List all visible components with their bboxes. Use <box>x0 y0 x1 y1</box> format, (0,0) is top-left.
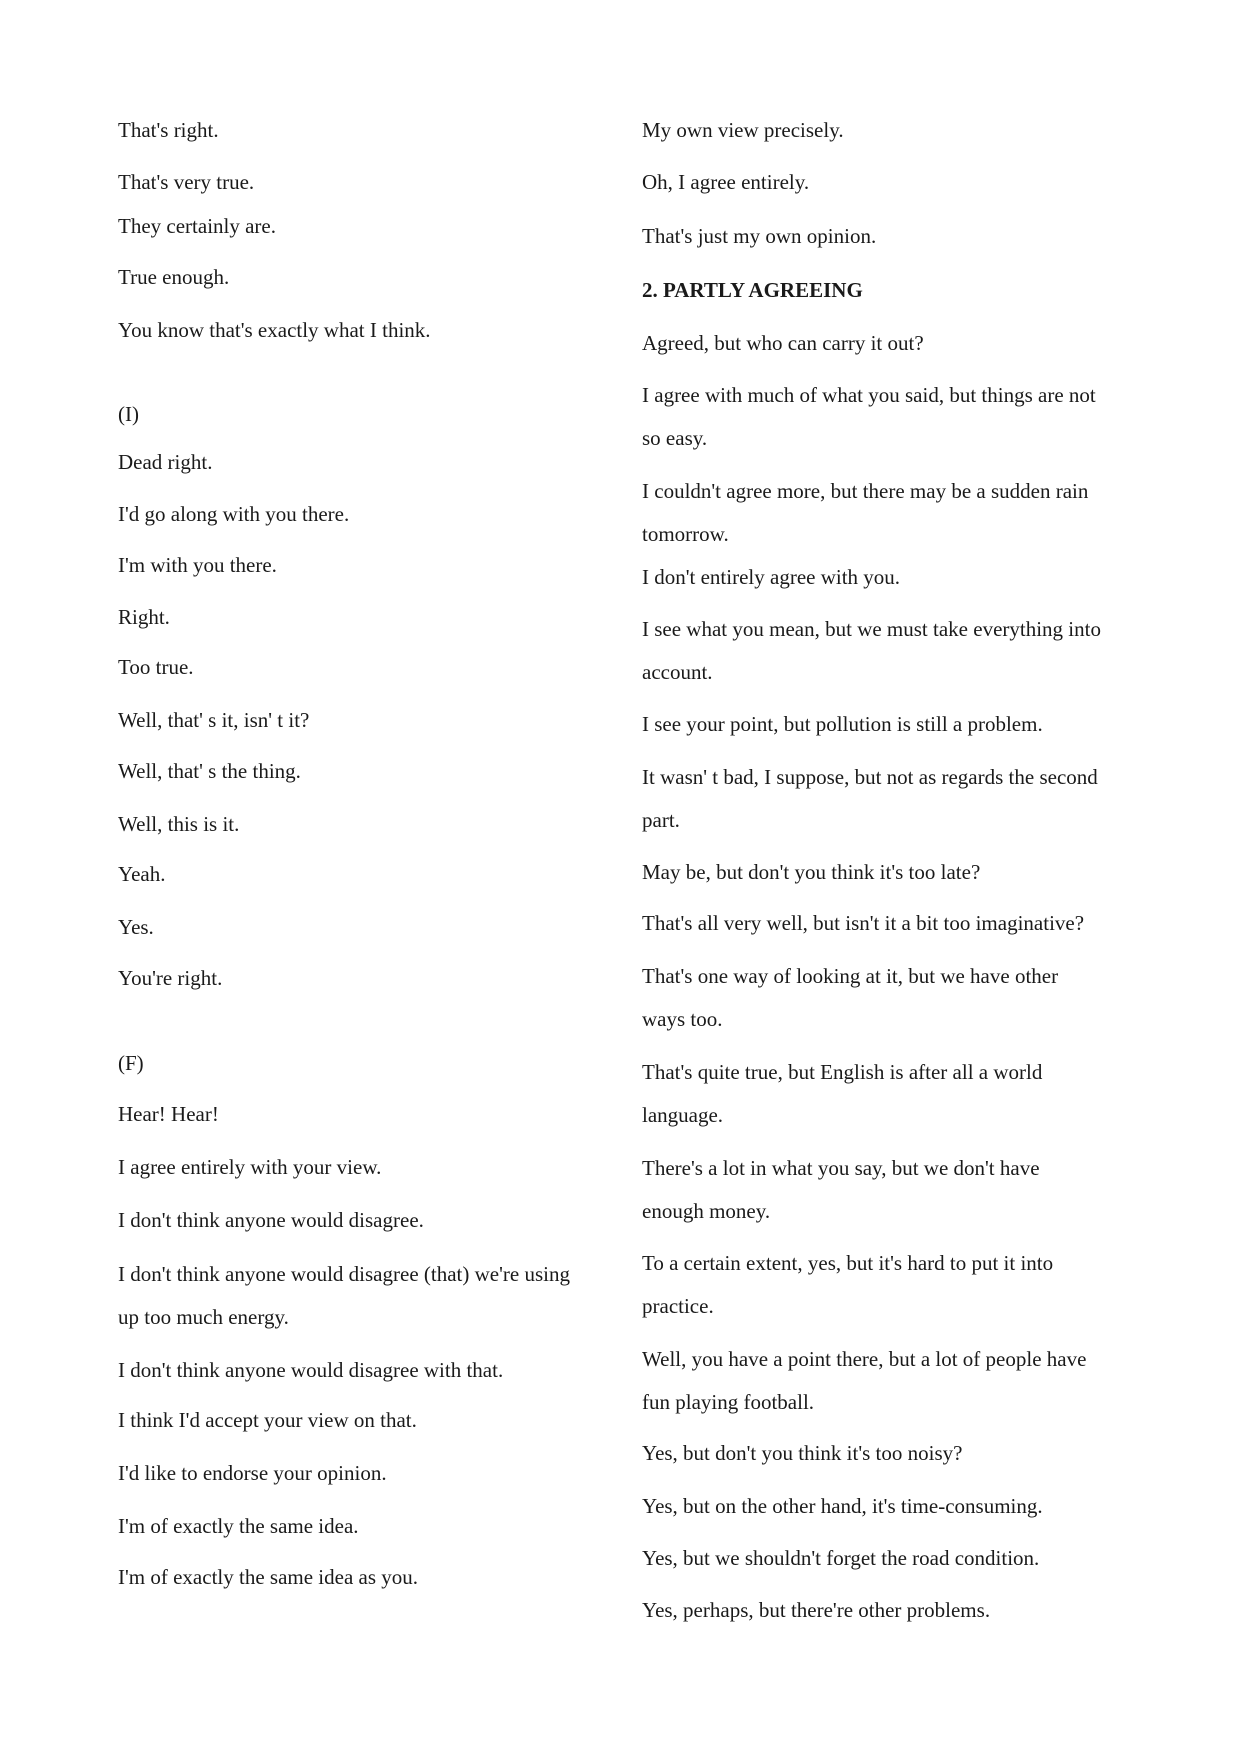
text-line: I'd go along with you there. <box>118 502 350 526</box>
text-line: I don't think anyone would disagree with that. <box>118 1358 504 1382</box>
text-line: enough money. <box>642 1199 771 1223</box>
text-line: Yes, but we shouldn't forget the road condition. <box>642 1546 1040 1570</box>
text-line: You know that's exactly what I think. <box>118 318 431 342</box>
text-line: Well, that' s it, isn' t it? <box>118 708 310 732</box>
text-line: ways too. <box>642 1007 723 1031</box>
text-line: I'd like to endorse your opinion. <box>118 1461 387 1485</box>
text-line: account. <box>642 660 713 684</box>
text-line: Yes, but on the other hand, it's time-consuming. <box>642 1494 1043 1518</box>
text-line: language. <box>642 1103 724 1127</box>
text-line: Yes, but don't you think it's too noisy? <box>642 1441 963 1465</box>
text-line: You're right. <box>118 966 223 990</box>
text-line: Well, you have a point there, but a lot of people have <box>642 1347 1087 1371</box>
text-line: I'm of exactly the same idea as you. <box>118 1565 419 1589</box>
text-line: Agreed, but who can carry it out? <box>642 331 924 355</box>
text-line: That's one way of looking at it, but we have other <box>642 964 1059 988</box>
text-line: There's a lot in what you say, but we don't have <box>642 1156 1040 1180</box>
section-heading: 2. PARTLY AGREEING <box>642 278 863 302</box>
text-line: I see what you mean, but we must take everything into <box>642 617 1101 641</box>
text-line: I agree with much of what you said, but things are not <box>642 383 1096 407</box>
text-line: Well, this is it. <box>118 812 240 836</box>
text-line: Well, that' s the thing. <box>118 759 301 783</box>
text-line: That's all very well, but isn't it a bit too imaginative? <box>642 911 1085 935</box>
text-line: That's right. <box>118 118 219 142</box>
text-line: I see your point, but pollution is still a problem. <box>642 712 1043 736</box>
text-line: That's quite true, but English is after all a world <box>642 1060 1043 1084</box>
text-line: tomorrow. <box>642 522 729 546</box>
text-line: Right. <box>118 605 170 629</box>
text-line: I agree entirely with your view. <box>118 1155 382 1179</box>
text-line: Oh, I agree entirely. <box>642 170 810 194</box>
text-line: I don't think anyone would disagree. <box>118 1208 424 1232</box>
text-line: I'm of exactly the same idea. <box>118 1514 359 1538</box>
text-line: I couldn't agree more, but there may be a sudden rain <box>642 479 1089 503</box>
text-line: Yeah. <box>118 862 166 886</box>
text-line: I don't entirely agree with you. <box>642 565 901 589</box>
text-line: (I) <box>118 402 139 426</box>
text-line: That's just my own opinion. <box>642 224 877 248</box>
text-line: I think I'd accept your view on that. <box>118 1408 417 1432</box>
text-line: May be, but don't you think it's too late? <box>642 860 981 884</box>
text-line: part. <box>642 808 680 832</box>
text-line: Yes, perhaps, but there're other problems. <box>642 1598 991 1622</box>
text-line: True enough. <box>118 265 230 289</box>
text-line: Hear! Hear! <box>118 1102 219 1126</box>
text-line: so easy. <box>642 426 708 450</box>
text-line: Dead right. <box>118 450 213 474</box>
text-line: Too true. <box>118 655 194 679</box>
text-line: It wasn' t bad, I suppose, but not as regards the second <box>642 765 1098 789</box>
text-line: up too much energy. <box>118 1305 289 1329</box>
text-line: Yes. <box>118 915 154 939</box>
text-line: My own view precisely. <box>642 118 844 142</box>
text-line: I don't think anyone would disagree (that) we're using <box>118 1262 570 1286</box>
text-line: That's very true. <box>118 170 255 194</box>
text-line: To a certain extent, yes, but it's hard to put it into <box>642 1251 1054 1275</box>
text-line: I'm with you there. <box>118 553 277 577</box>
text-line: practice. <box>642 1294 714 1318</box>
text-line: They certainly are. <box>118 214 276 238</box>
text-line: fun playing football. <box>642 1390 815 1414</box>
text-line: (F) <box>118 1051 144 1075</box>
